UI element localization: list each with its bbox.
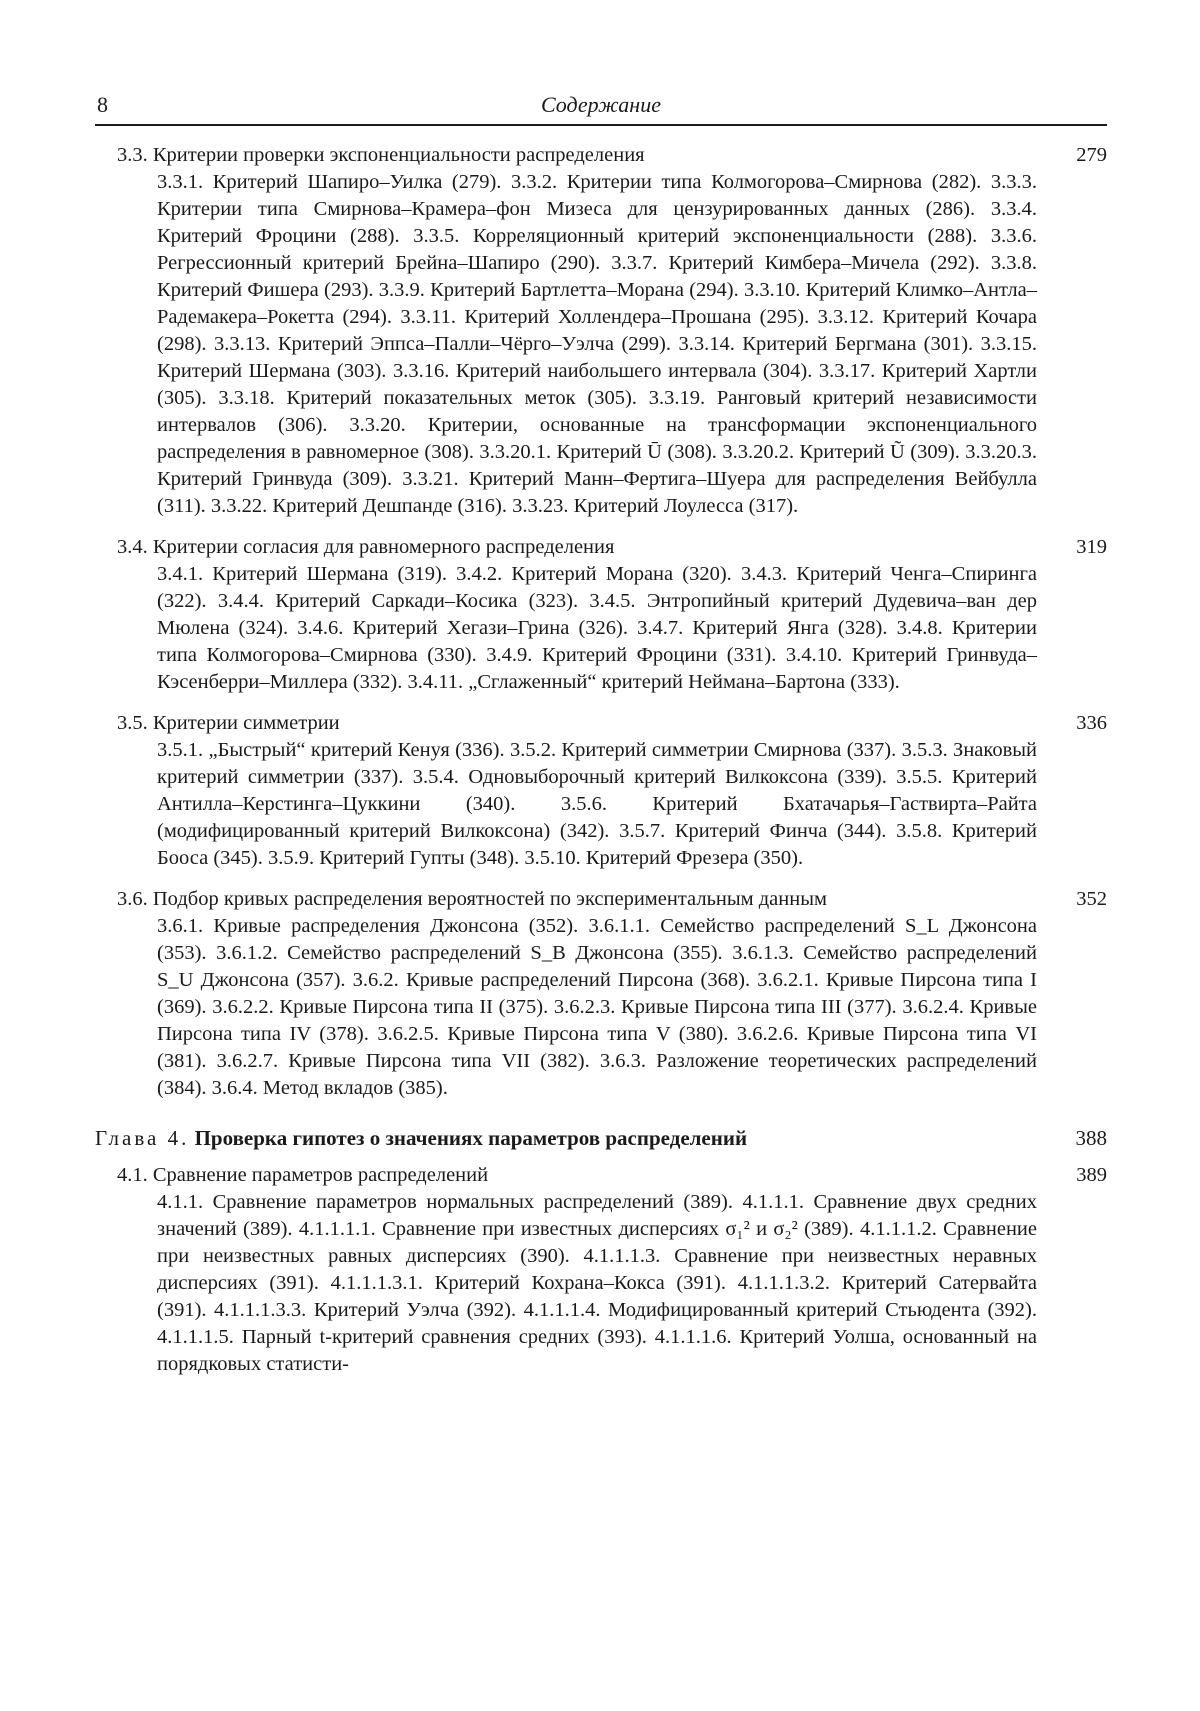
toc-section-3-6 (95, 886, 1107, 1102)
chapter-page-number: 388 (1075, 1126, 1107, 1150)
toc-section-3-4 (95, 534, 1107, 696)
section-title: 3.6. Подбор кривых распределения вероятностей по экспериментальным данным (117, 888, 827, 910)
subsection-list: 3.5.1. „Быстрый“ критерий Кенуя (336). 3.5.2. Критерий симметрии Смирнова (337). 3.5.3. Знаковый критерий симметрии (337). 3.5.4. Одновыборочный критерий Вилкоксона (339). 3.5.5. Критерий Антилла–Керстинга–Цуккини (340). 3.5.6. Критерий Бхатачарья–Гаствирта–Райта (модифицированный критерий Вилкоксона) (342). 3.5.7. Критерий Финча (344). 3.5.8. Критерий Бооса (345). 3.5.9. Критерий Гупты (348). 3.5.10. Критерий Фрезера (350). (157, 739, 1037, 869)
section-title: 3.4. Критерии согласия для равномерного распределения (117, 536, 615, 558)
table-of-contents (95, 142, 1107, 1392)
section-page-number: 279 (1076, 144, 1107, 166)
toc-section-3-5 (95, 710, 1107, 872)
section-page-number: 352 (1076, 888, 1107, 910)
chapter-title: Проверка гипотез о значениях параметров распределений (194, 1126, 748, 1150)
section-heading (95, 710, 1107, 737)
section-page-number: 319 (1076, 536, 1107, 558)
section-title: 3.3. Критерии проверки экспоненциальности распределения (117, 144, 645, 166)
chapter-label: Глава 4. (95, 1126, 190, 1150)
section-heading (95, 142, 1107, 169)
subsection-list: 3.4.1. Критерий Шермана (319). 3.4.2. Критерий Морана (320). 3.4.3. Критерий Ченга–Спиринга (322). 3.4.4. Критерий Саркади–Косика (323). 3.4.5. Энтропийный критерий Дудевича–ван дер Мюлена (324). 3.4.6. Критерий Хегази–Грина (326). 3.4.7. Критерий Янга (328). 3.4.8. Критерии типа Колмогорова–Смирнова (330). 3.4.9. Критерий Фроцини (331). 3.4.10. Критерий Гринвуда–Кэсенберри–Миллера (332). 3.4.11. „Сглаженный“ критерий Неймана–Бартона (333). (157, 563, 1037, 693)
section-heading (95, 534, 1107, 561)
section-heading (95, 886, 1107, 913)
page-header (95, 92, 1107, 126)
section-title: 3.5. Критерии симметрии (117, 712, 340, 734)
subsection-list: 3.6.1. Кривые распределения Джонсона (352). 3.6.1.1. Семейство распределений S_L Джонсона (353). 3.6.1.2. Семейство распределений S_B Джонсона (355). 3.6.1.3. Семейство распределений S_U Джонсона (357). 3.6.2. Кривые распределений Пирсона (368). 3.6.2.1. Кривые Пирсона типа I (369). 3.6.2.2. Кривые Пирсона типа II (375). 3.6.2.3. Кривые Пирсона типа III (377). 3.6.2.4. Кривые Пирсона типа IV (378). 3.6.2.5. Кривые Пирсона типа V (380). 3.6.2.6. Кривые Пирсона типа VI (381). 3.6.2.7. Кривые Пирсона типа VII (382). 3.6.3. Разложение теоретических распределений (384). 3.6.4. Метод вкладов (385). (157, 915, 1037, 1099)
toc-section-3-3 (95, 142, 1107, 520)
chapter-heading (95, 1124, 1107, 1152)
section-page-number: 389 (1076, 1164, 1107, 1186)
toc-section-4-1 (95, 1162, 1107, 1378)
subsection-list: 3.3.1. Критерий Шапиро–Уилка (279). 3.3.2. Критерии типа Колмогорова–Смирнова (282). 3.3.3. Критерии типа Смирнова–Крамера–фон Мизеса для цензурированных данных (286). 3.3.4. Критерий Фроцини (288). 3.3.5. Корреляционный критерий экспоненциальности (288). 3.3.6. Регрессионный критерий Брейна–Шапиро (290). 3.3.7. Критерий Кимбера–Мичела (292). 3.3.8. Критерий Фишера (293). 3.3.9. Критерий Бартлетта–Морана (294). 3.3.10. Критерий Климко–Антла–Радемакера–Рокетта (294). 3.3.11. Критерий Холлендера–Прошана (295). 3.3.12. Критерий Кочара (298). 3.3.13. Критерий Эппса–Палли–Чёрго–Уэлча (299). 3.3.14. Критерий Бергмана (301). 3.3.15. Критерий Шермана (303). 3.3.16. Критерий наибольшего интервала (304). 3.3.17. Критерий Хартли (305). 3.3.18. Критерий показательных меток (305). 3.3.19. Ранговый критерий независимости интервалов (306). 3.3.20. Критерии, основанные на трансформации экспоненциального распределения в равномерное (308). 3.3.20.1. Критерий Ū (308). 3.3.20.2. Критерий Ũ (309). 3.3.20.3. Критерий Гринвуда (309). 3.3.21. Критерий Манн–Фертига–Шуера для распределения Вейбулла (311). 3.3.22. Критерий Дешпанде (316). 3.3.23. Критерий Лоулесса (317). (157, 171, 1037, 517)
section-heading (95, 1162, 1107, 1189)
running-title: Содержание (540, 92, 661, 117)
subsection-list: 4.1.1. Сравнение параметров нормальных распределений (389). 4.1.1.1. Сравнение двух средних значений (389). 4.1.1.1.1. Сравнение при известных дисперсиях σ₁² и σ₂² (389). 4.1.1.1.2. Сравнение при неизвестных равных дисперсиях (390). 4.1.1.1.3. Сравнение при неизвестных неравных дисперсиях (391). 4.1.1.1.3.1. Критерий Кохрана–Кокса (391). 4.1.1.1.3.2. Критерий Сатервайта (391). 4.1.1.1.3.3. Критерий Уэлча (392). 4.1.1.1.4. Модифицированный критерий Стьюдента (392). 4.1.1.1.5. Парный t-критерий сравнения средних (393). 4.1.1.1.6. Критерий Уолша, основанный на порядковых статисти- (157, 1191, 1037, 1375)
page-number: 8 (97, 92, 108, 117)
section-page-number: 336 (1076, 712, 1107, 734)
section-title: 4.1. Сравнение параметров распределений (117, 1164, 489, 1186)
